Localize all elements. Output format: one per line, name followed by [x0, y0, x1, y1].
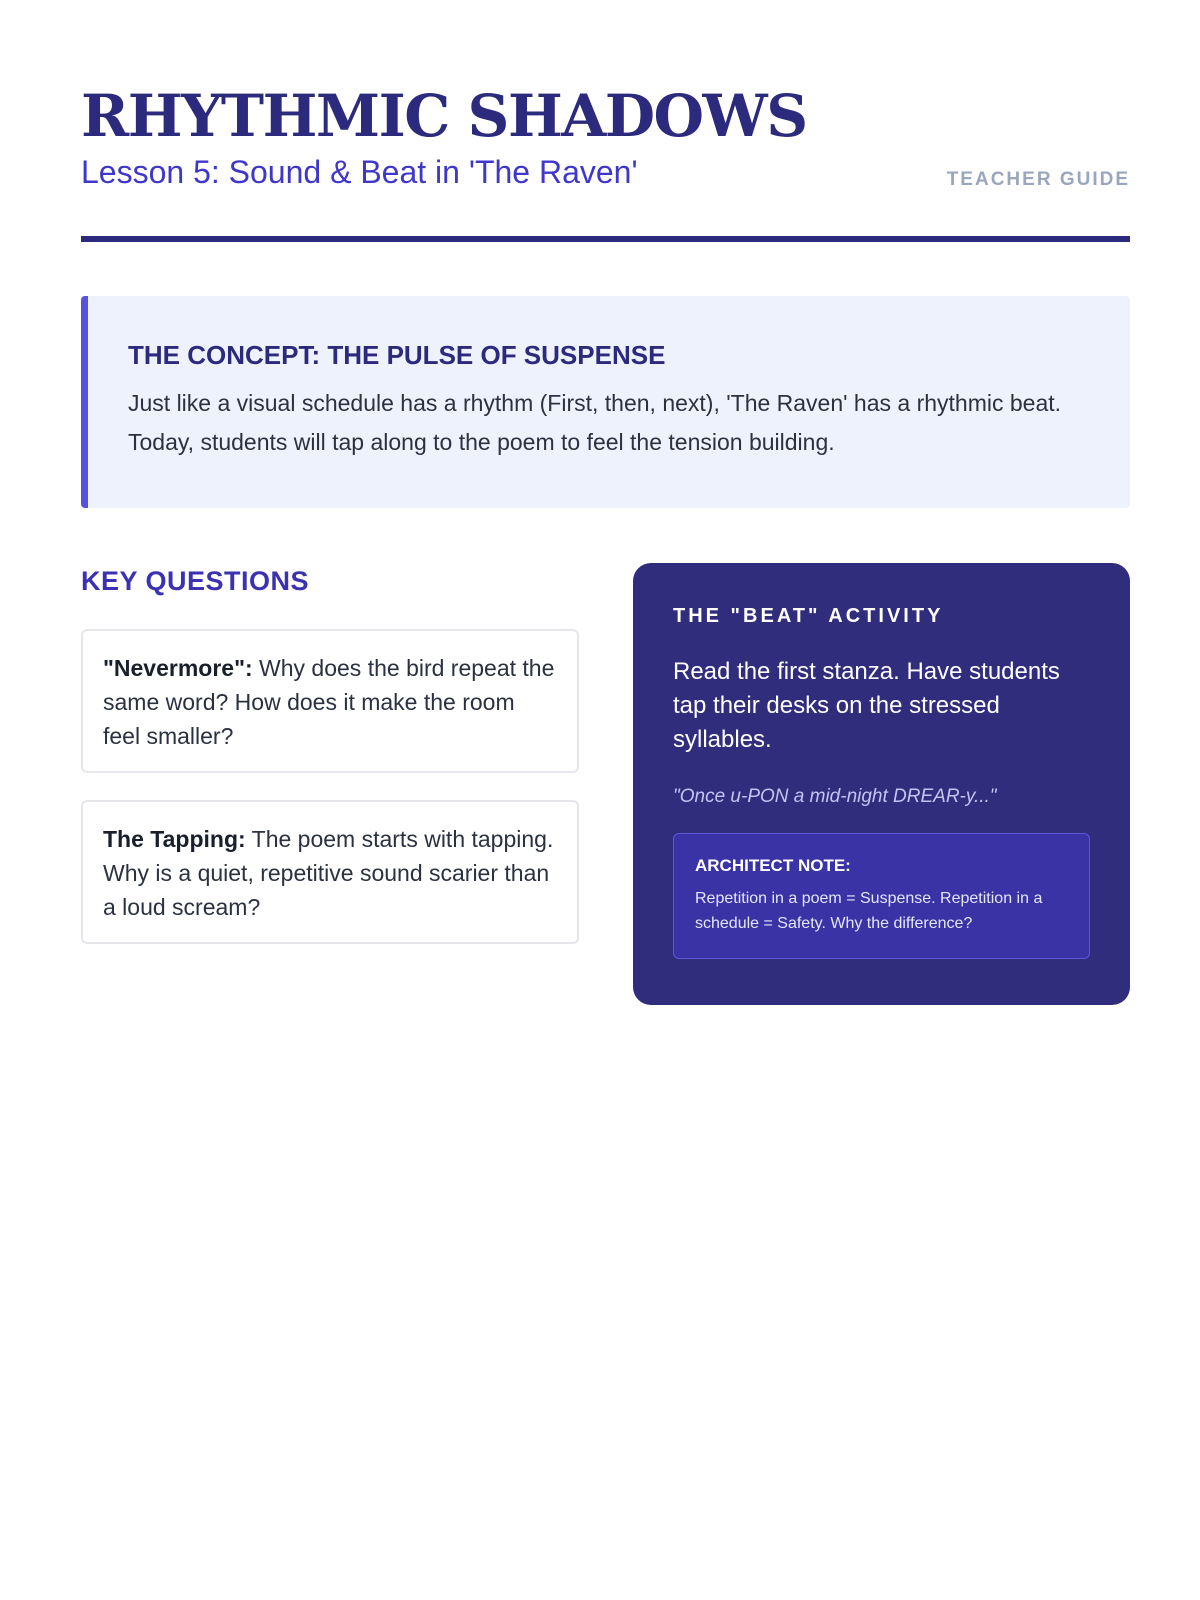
activity-quote: "Once u-PON a mid-night DREAR-y..." [673, 786, 997, 807]
beat-activity-card [633, 563, 1130, 1005]
question-text: The poem starts with tapping. Why is a quiet, repetitive sound scarier than a loud scream? [103, 826, 554, 920]
architect-note [673, 833, 1090, 959]
architect-note-heading: ARCHITECT NOTE: [695, 856, 851, 875]
header-divider [81, 236, 1130, 242]
question-text: Why does the bird repeat the same word? How does it make the room feel smaller? [103, 655, 555, 749]
lesson-page [81, 0, 1130, 932]
concept-body: Just like a visual schedule has a rhythm (First, then, next), 'The Raven' has a rhythmic beat. Today, students will tap along to the poem to feel the tension building. [128, 390, 1062, 455]
activity-heading: THE "BEAT" ACTIVITY [673, 605, 944, 627]
architect-note-body: Repetition in a poem = Suspense. Repetition in a schedule = Safety. Why the difference? [695, 890, 1043, 932]
concept-heading: THE CONCEPT: THE PULSE OF SUSPENSE [128, 340, 666, 370]
teacher-guide-label: TEACHER GUIDE [946, 169, 1130, 190]
question-label: "Nevermore": [103, 655, 253, 681]
lesson-subtitle: Lesson 5: Sound & Beat in 'The Raven' [81, 154, 638, 190]
page-header [81, 0, 1130, 244]
key-questions-section [81, 563, 579, 920]
question-card-tapping [81, 800, 579, 944]
page-title: RHYTHMIC SHADOWS [81, 82, 807, 150]
question-card-nevermore [81, 629, 579, 773]
activity-instructions: Read the first stanza. Have students tap their desks on the stressed syllables. [673, 658, 1060, 753]
question-label: The Tapping: [103, 826, 246, 852]
concept-callout [81, 296, 1130, 508]
key-questions-heading: KEY QUESTIONS [81, 566, 310, 596]
